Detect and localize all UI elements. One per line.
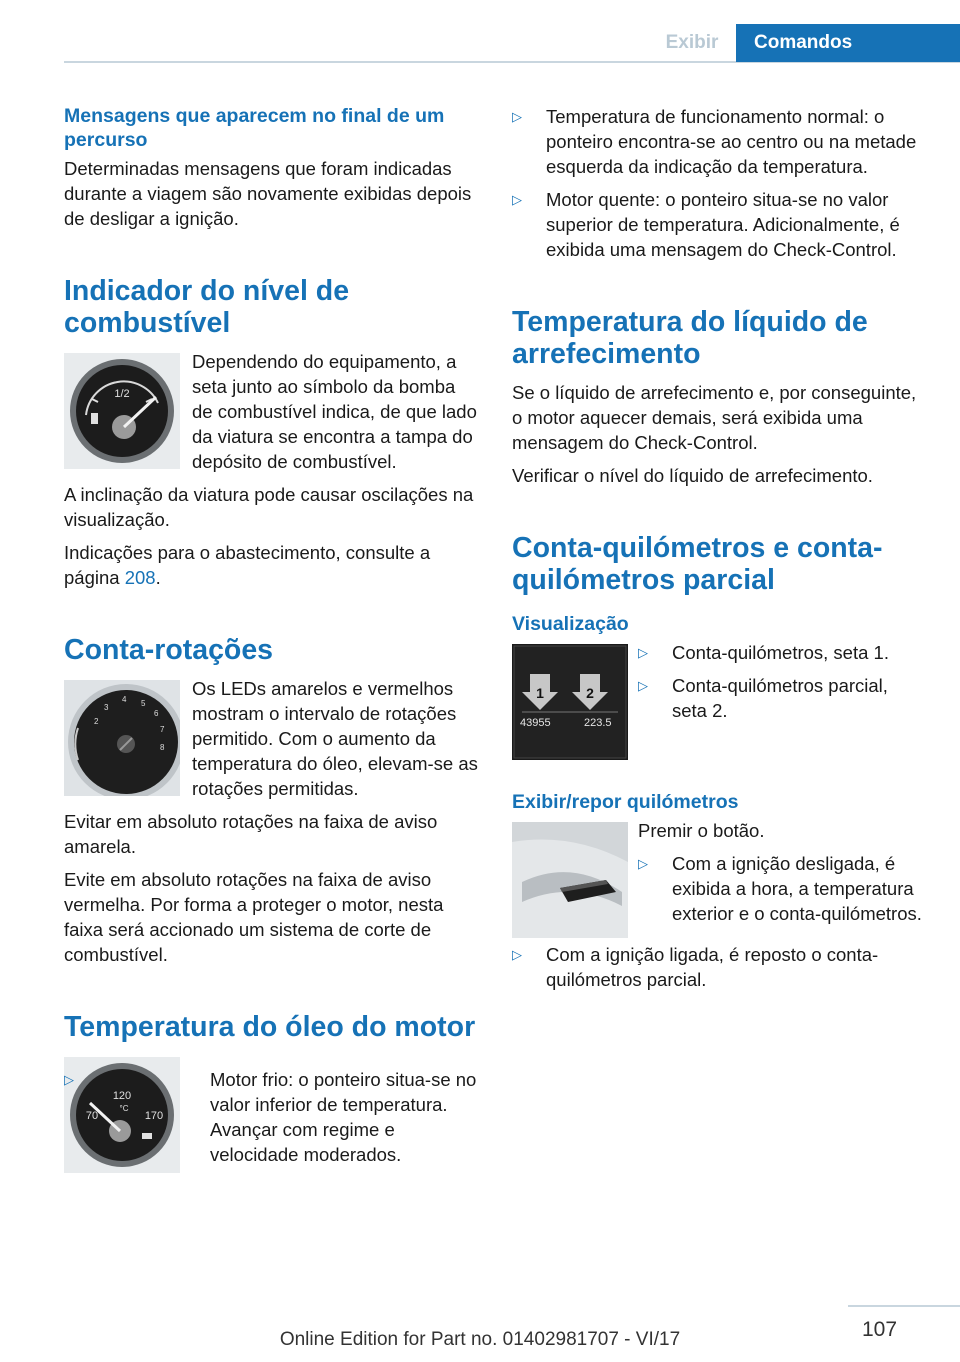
fuel-gauge-label: 1/2 [114,388,130,400]
paragraph: A inclinação da viatura pode causar oscilações na visualização. [64,484,474,530]
paragraph: Premir o botão. [638,820,765,841]
odometer-display-image [512,644,628,760]
heading-odometer: Conta-quilómetros e conta-quilómetros parcial [512,532,883,596]
oil-gauge-low: 70 [85,1110,99,1122]
oil-gauge-unit: °C [119,1104,129,1113]
odometer-total: 43955 [520,717,551,729]
subheading-show-reset: Exibir/repor quilómetros [512,791,739,813]
edition-footer: Online Edition for Part no. 01402981707 - VI/17 [279,1329,681,1350]
tab-comandos[interactable]: Comandos [736,24,960,62]
paragraph: Os LEDs amarelos e vermelhos mostram o intervalo de rotações permitido. Com o aumento da temperatura do óleo, elevam-se as rotações permitidas. [192,678,478,799]
paragraph-page-ref: Indicações para o abastecimento, consulte a página 208. [64,542,431,588]
odometer-trip: 223.5 [584,717,612,729]
svg-text:2: 2 [94,717,99,726]
list-item: ▷ Motor frio: o ponteiro situa-se no valor inferior de temperatura. Avançar com regime e velocidade moderados. [64,1069,477,1165]
svg-text:2: 2 [586,685,594,701]
fuel-gauge-image [64,353,180,469]
svg-text:5: 5 [141,699,146,708]
list-item: ▷ Motor quente: o ponteiro situa-se no valor superior de temperatura. Adicionalmente, é exibida uma mensagem do Check-Control. [512,189,900,260]
paragraph: Determinadas mensagens que foram indicadas durante a viagem são novamente exibidas depois de desligar a ignição. [64,158,472,229]
list-item: ▷ Temperatura de funcionamento normal: o ponteiro encontra-se ao centro ou na metade esquerda da indicação da temperatura. [512,106,917,177]
svg-text:4: 4 [122,695,127,704]
section-title-messages: Mensagens que aparecem no final de um percurso [64,105,445,151]
page-number: 107 [862,1318,898,1341]
svg-text:8: 8 [160,743,165,752]
list-item: ▷ Com a ignição ligada, é reposto o conta-quilómetros parcial. [512,944,879,990]
paragraph: Verificar o nível do líquido de arrefecimento. [512,465,873,486]
heading-tachometer: Conta-rotações [64,634,274,666]
page-link[interactable]: 208 [124,567,156,588]
svg-text:6: 6 [154,709,159,718]
tab-exibir[interactable]: Exibir [665,32,719,53]
right-column [512,104,928,1000]
svg-text:1: 1 [536,685,544,701]
list-item: ▷ Conta-quilómetros, seta 1. [638,642,889,663]
reset-list [638,851,928,926]
heading-coolant-temperature: Temperatura do líquido de arrefecimento [512,306,868,370]
left-column [64,104,480,1177]
paragraph: Evite em absoluto rotações na faixa de aviso vermelha. Por forma a proteger o motor, nesta faixa será accionado um sistema de corte de combustível. [64,869,444,965]
svg-text:3: 3 [104,703,109,712]
list-item: ▷ Conta-quilómetros parcial, seta 2. [638,675,888,721]
reset-button-image [512,822,628,938]
oil-gauge-high: 170 [144,1110,164,1122]
subheading-display: Visualização [512,613,629,635]
tachometer-image [64,680,180,796]
paragraph: Dependendo do equipamento, a seta junto ao símbolo da bomba de combustível indica, de que lado da viatura se encontra a tampa do depósito de combustível. [192,351,477,472]
svg-text:7: 7 [160,725,165,734]
heading-fuel-level: Indicador do nível de combustível [64,275,350,339]
oil-temperature-list-continued [512,104,928,262]
oil-temperature-list [64,1067,480,1167]
oil-gauge-mid: 120 [112,1090,132,1102]
heading-oil-temperature: Temperatura do óleo do motor [64,1011,476,1043]
footer-rule [848,1305,960,1307]
reset-list-continued [512,942,928,992]
paragraph: Se o líquido de arrefecimento e, por conseguinte, o motor aquecer demais, será exibida uma mensagem do Check-Control. [512,382,917,453]
odometer-list [638,640,928,723]
fuel-pump-icon [91,413,98,424]
list-item: ▷ Com a ignição desligada, é exibida a hora, a temperatura exterior e o conta-quilómetros. [638,853,922,924]
paragraph: Evitar em absoluto rotações na faixa de aviso amarela. [64,811,438,857]
